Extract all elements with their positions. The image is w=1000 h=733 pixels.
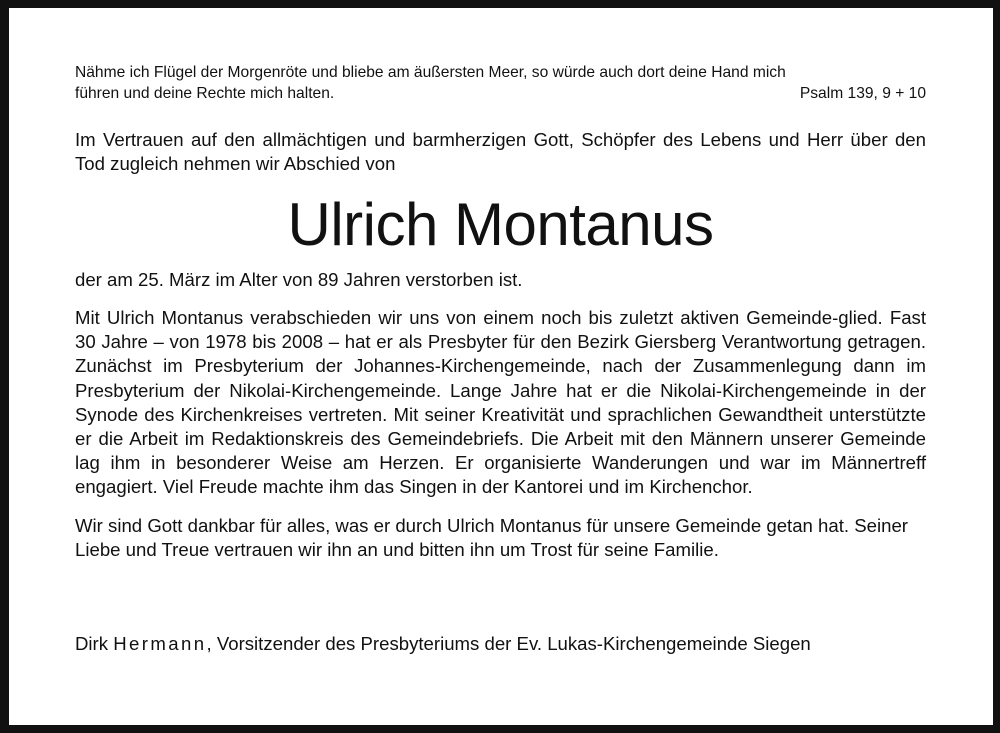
bible-verse-reference: Psalm 139, 9 + 10 <box>799 85 926 102</box>
bible-verse-line-2: führen und deine Rechte mich halten. <box>75 85 335 102</box>
death-notice: der am 25. März im Alter von 89 Jahren verstorben ist. <box>75 269 523 290</box>
signer-first-name: Dirk <box>75 633 109 654</box>
signer-last-name: Hermann <box>113 633 207 654</box>
bible-verse-line-1: Nähme ich Flügel der Morgenröte und bliebe am äußersten Meer, so würde auch dort deine Hand mich <box>75 64 786 81</box>
obituary-content <box>75 62 926 562</box>
bible-verse-row-2 <box>75 83 926 104</box>
tribute-paragraph: Mit Ulrich Montanus verabschieden wir uns von einem noch bis zuletzt aktiven Gemeinde-glied. Fast 30 Jahre – von 1978 bis 2008 – hat er als Presbyter für den Bezirk Giersberg Verantwortung getragen. Zunächst im Presbyterium der Johannes-Kirchengemeinde, nach der Zusammenlegung dann im Presbyterium der Nikolai-Kirchengemeinde. Lange Jahre hat er die Nikolai-Kirchengemeinde in der Synode des Kirchenkreises vertreten. Mit seiner Kreativität und sprachlichen Gewandtheit unterstützte er die Arbeit im Redaktionskreis des Gemeindebriefs. Die Arbeit mit den Männern unserer Gemeinde lag ihm in besonderer Weise am Herzen. Er organisierte Wanderungen und war im Männertreff engagiert. Viel Freude machte ihm das Singen in der Kantorei und im Kirchenchor. <box>75 307 926 498</box>
signer-role: , Vorsitzender des Presbyteriums der Ev. Lukas-Kirchengemeinde Siegen <box>206 633 811 654</box>
intro-paragraph: Im Vertrauen auf den allmächtigen und barmherzigen Gott, Schöpfer des Lebens und Herr über den Tod zugleich nehmen wir Abschied von <box>75 129 926 174</box>
deceased-name: Ulrich Montanus <box>287 191 714 258</box>
closing-paragraph: Wir sind Gott dankbar für alles, was er durch Ulrich Montanus für unsere Gemeinde getan hat. Seiner Liebe und Treue vertrauen wir ihn an und bitten ihn um Trost für seine Familie. <box>75 514 908 560</box>
signature-line <box>75 632 811 656</box>
